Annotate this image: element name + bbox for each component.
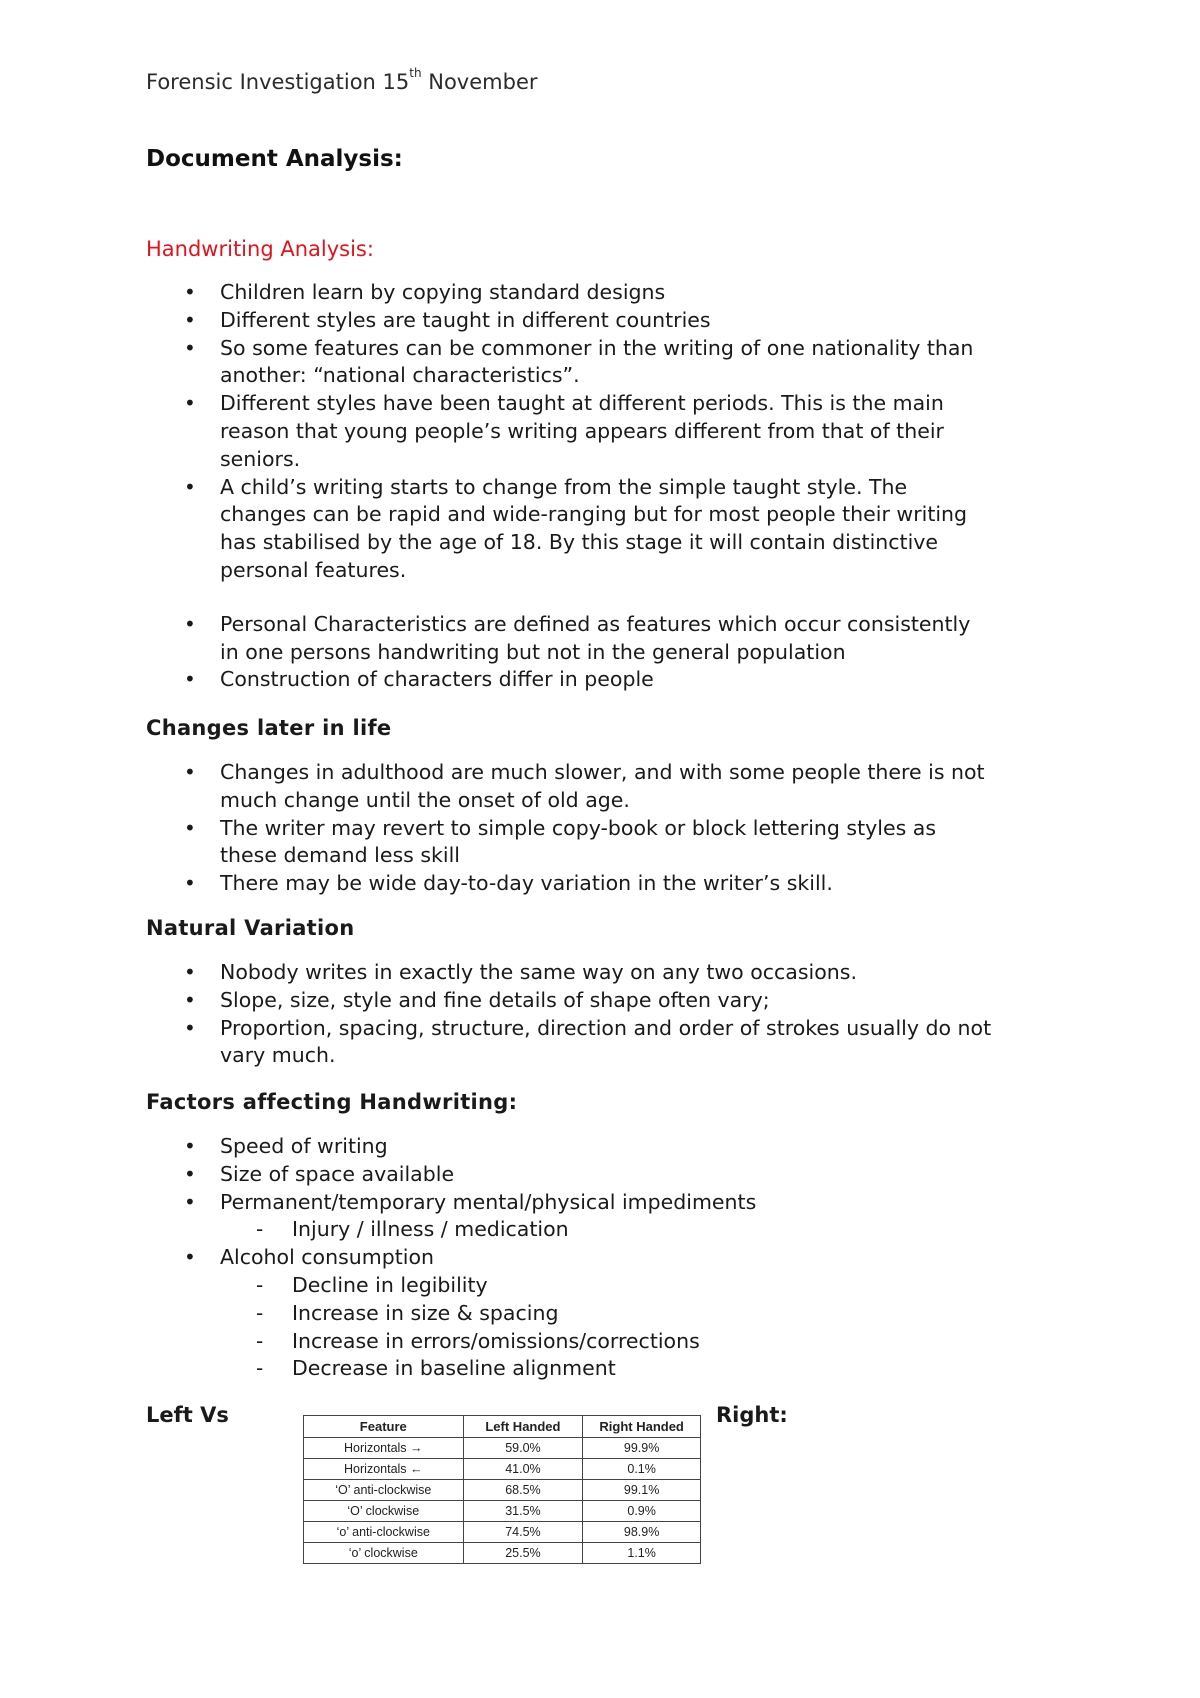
factors-list bbox=[146, 1133, 756, 1383]
list-item-continuation: reason that young people’s writing appears different from that of their bbox=[220, 418, 944, 443]
table-cell: 99.9% bbox=[583, 1438, 701, 1459]
list-item: • Size of space available bbox=[146, 1161, 756, 1189]
table-cell: 41.0% bbox=[463, 1459, 583, 1480]
sub-list-item: - Decline in legibility bbox=[146, 1272, 756, 1300]
header-feature: Feature bbox=[304, 1416, 464, 1438]
table-row bbox=[304, 1480, 701, 1501]
bullet-icon: • bbox=[184, 1189, 196, 1214]
natural-heading: Natural Variation bbox=[146, 916, 355, 940]
page-header bbox=[146, 66, 538, 94]
table-header-row bbox=[304, 1416, 701, 1438]
list-item-continuation: another: “national characteristics”. bbox=[220, 363, 580, 388]
list-item: • Different styles have been taught at different periods. This is the main bbox=[146, 390, 973, 418]
handwriting-heading: Handwriting Analysis: bbox=[146, 237, 374, 261]
table-cell: 59.0% bbox=[463, 1438, 583, 1459]
table-cell: 0.9% bbox=[583, 1501, 701, 1522]
list-item: • Construction of characters differ in people bbox=[146, 666, 973, 694]
list-item: • There may be wide day-to-day variation in the writer’s skill. bbox=[146, 870, 985, 898]
sub-list-item: - Injury / illness / medication bbox=[146, 1216, 756, 1244]
list-item: • Speed of writing bbox=[146, 1133, 756, 1161]
table-cell: 31.5% bbox=[463, 1501, 583, 1522]
header-text: Forensic Investigation 15 bbox=[146, 70, 410, 94]
left-vs-label: Left Vs bbox=[146, 1403, 229, 1427]
list-item-continuation: much change until the onset of old age. bbox=[220, 787, 630, 812]
dash-icon: - bbox=[256, 1328, 264, 1353]
list-item: • So some features can be commoner in the writing of one nationality than bbox=[146, 335, 973, 363]
bullet-icon: • bbox=[184, 474, 196, 499]
list-item-continuation: in one persons handwriting but not in the general population bbox=[220, 639, 846, 664]
table-cell: 74.5% bbox=[463, 1522, 583, 1543]
list-gap bbox=[146, 585, 973, 611]
table-cell: ‘O’ clockwise bbox=[304, 1501, 464, 1522]
bullet-icon: • bbox=[184, 960, 196, 984]
table-cell: 0.1% bbox=[583, 1459, 701, 1480]
list-item: • Alcohol consumption bbox=[146, 1244, 756, 1272]
list-item: • Different styles are taught in different countries bbox=[146, 307, 973, 335]
bullet-icon: • bbox=[184, 987, 196, 1012]
table-cell: 98.9% bbox=[583, 1522, 701, 1543]
bullet-icon: • bbox=[184, 391, 196, 416]
list-item: • Slope, size, style and fine details of shape often vary; bbox=[146, 987, 991, 1015]
bullet-icon: • bbox=[184, 611, 196, 636]
bullet-icon: • bbox=[184, 280, 196, 304]
table-row bbox=[304, 1459, 701, 1480]
list-item: • Personal Characteristics are defined as features which occur consistently bbox=[146, 611, 973, 639]
bullet-icon: • bbox=[184, 667, 196, 692]
list-item-continuation: seniors. bbox=[220, 446, 301, 471]
bullet-icon: • bbox=[184, 1245, 196, 1270]
list-item-continuation: personal features. bbox=[220, 557, 407, 582]
table-cell: ‘O’ anti-clockwise bbox=[304, 1480, 464, 1501]
sub-list-item: - Increase in errors/omissions/corrections bbox=[146, 1328, 756, 1356]
dash-icon: - bbox=[256, 1217, 264, 1242]
list-item: • The writer may revert to simple copy-book or block lettering styles as bbox=[146, 815, 985, 843]
changes-list bbox=[146, 759, 985, 898]
table-row bbox=[304, 1501, 701, 1522]
list-item: • Proportion, spacing, structure, direction and order of strokes usually do not bbox=[146, 1015, 991, 1043]
dash-icon: - bbox=[256, 1300, 264, 1325]
bullet-icon: • bbox=[184, 1161, 196, 1186]
table-cell: ‘o’ anti-clockwise bbox=[304, 1522, 464, 1543]
table-cell: 1.1% bbox=[583, 1543, 701, 1564]
list-item-continuation: vary much. bbox=[220, 1043, 336, 1068]
bullet-icon: • bbox=[184, 335, 196, 360]
sub-list-item: - Increase in size & spacing bbox=[146, 1300, 756, 1328]
list-item: • Permanent/temporary mental/physical impediments bbox=[146, 1189, 756, 1217]
bullet-icon: • bbox=[184, 1015, 196, 1040]
list-item-continuation: changes can be rapid and wide-ranging but for most people their writing bbox=[220, 502, 968, 527]
header-text-suffix: November bbox=[421, 70, 538, 94]
table-row bbox=[304, 1438, 701, 1459]
factors-heading: Factors affecting Handwriting: bbox=[146, 1090, 518, 1114]
changes-heading: Changes later in life bbox=[146, 716, 392, 740]
dash-icon: - bbox=[256, 1272, 264, 1297]
table-cell: 68.5% bbox=[463, 1480, 583, 1501]
header-superscript: th bbox=[409, 66, 422, 80]
table-cell: ‘o’ clockwise bbox=[304, 1543, 464, 1564]
table-cell: Horizontals ← bbox=[304, 1459, 464, 1480]
list-item: • Changes in adulthood are much slower, and with some people there is not bbox=[146, 759, 985, 787]
table-cell: 99.1% bbox=[583, 1480, 701, 1501]
dash-icon: - bbox=[256, 1356, 264, 1381]
table-row bbox=[304, 1543, 701, 1564]
document-title: Document Analysis: bbox=[146, 146, 403, 172]
bullet-icon: • bbox=[184, 760, 196, 784]
list-item: • Children learn by copying standard designs bbox=[146, 279, 973, 307]
table-cell: 25.5% bbox=[463, 1543, 583, 1564]
list-item: • Nobody writes in exactly the same way on any two occasions. bbox=[146, 959, 991, 987]
list-item-continuation: has stabilised by the age of 18. By this stage it will contain distinctive bbox=[220, 530, 939, 555]
list-item-continuation: these demand less skill bbox=[220, 843, 460, 868]
natural-list bbox=[146, 959, 991, 1070]
bullet-icon: • bbox=[184, 815, 196, 840]
sub-list-item: - Decrease in baseline alignment bbox=[146, 1355, 756, 1383]
right-label: Right: bbox=[716, 1403, 788, 1427]
table-row bbox=[304, 1522, 701, 1543]
bullet-icon: • bbox=[184, 871, 196, 896]
bullet-icon: • bbox=[184, 1134, 196, 1158]
table-cell: Horizontals → bbox=[304, 1438, 464, 1459]
header-right-handed: Right Handed bbox=[583, 1416, 701, 1438]
header-left-handed: Left Handed bbox=[463, 1416, 583, 1438]
handedness-table bbox=[303, 1415, 701, 1564]
bullet-icon: • bbox=[184, 307, 196, 332]
handwriting-list bbox=[146, 279, 973, 694]
list-item: • A child’s writing starts to change from the simple taught style. The bbox=[146, 474, 973, 502]
